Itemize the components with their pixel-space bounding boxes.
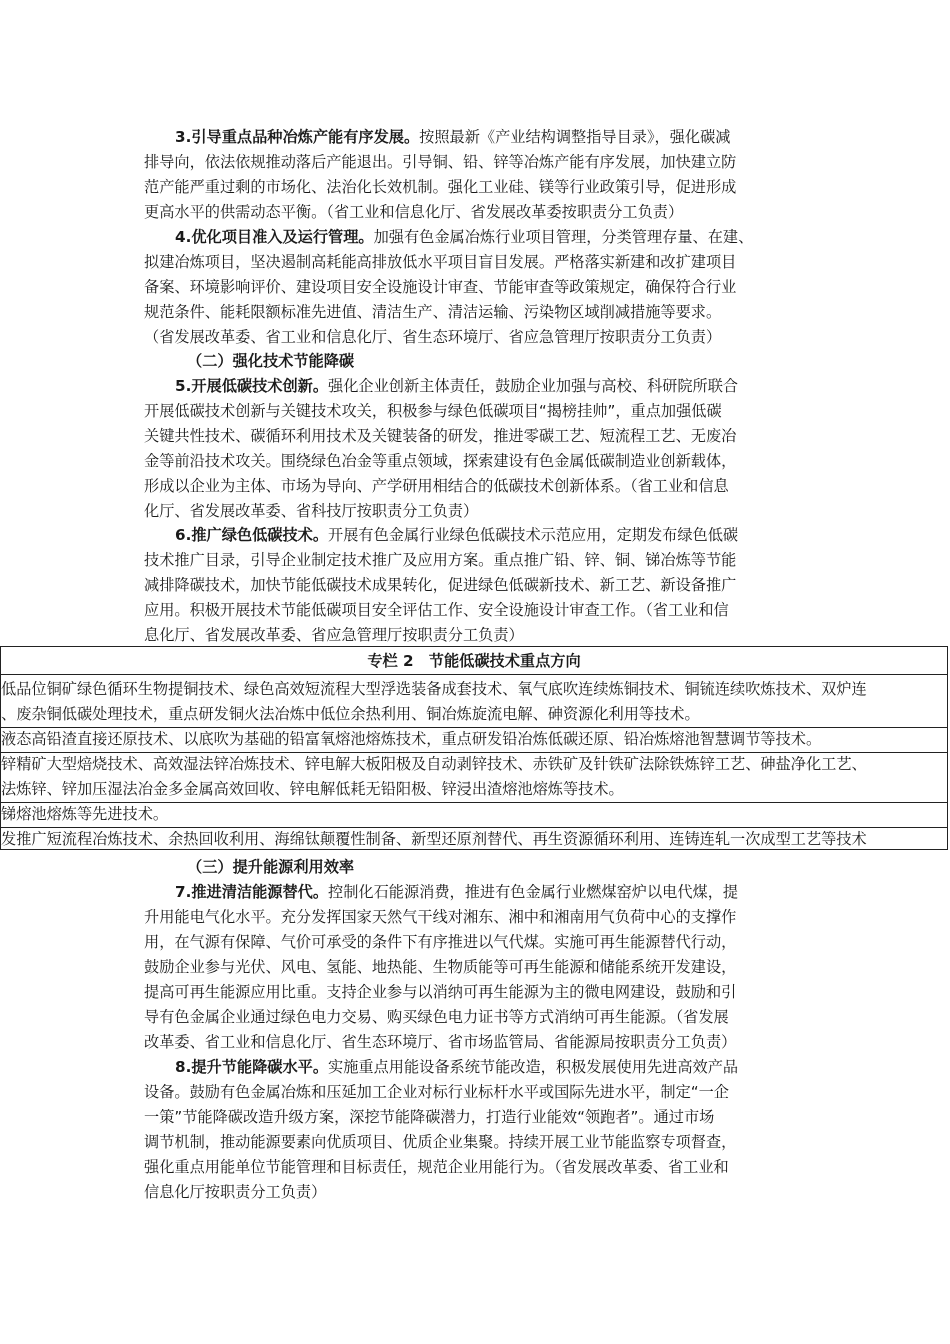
feature-box-title: 专栏 2 节能低碳技术重点方向 bbox=[367, 652, 581, 670]
paragraph-line: 减排降碳技术，加快节能低碳技术成果转化，促进绿色低碳新技术、新工艺、新设备推广 bbox=[144, 576, 737, 594]
paragraph-line: 开展低碳技术创新与关键技术攻关，积极参与绿色低碳项目“揭榜挂帅”，重点加强低碳 bbox=[144, 402, 722, 420]
paragraph-line: 5.开展低碳技术创新。强化企业创新主体责任，鼓励企业加强与高校、科研院所联合 bbox=[175, 377, 739, 395]
paragraph-line: 导有色金属企业通过绿色电力交易、购买绿色电力证书等方式消纳可再生能源。（省发展 bbox=[144, 1008, 729, 1026]
paragraph-line: 化厅、省发展改革委、省科技厅按职责分工负责） bbox=[144, 502, 479, 520]
paragraph-line: 技术推广目录，引导企业制定技术推广及应用方案。重点推广铅、锌、铜、锑冶炼等节能 bbox=[144, 551, 737, 569]
feature-box-divider bbox=[1, 827, 947, 828]
feature-box-divider bbox=[1, 752, 947, 753]
paragraph-line: 范产能严重过剩的市场化、法治化长效机制。强化工业硅、镁等行业政策引导，促进形成 bbox=[144, 178, 737, 196]
feature-box-line: 法炼锌、锌加压湿法冶金多金属高效回收、锌电解低耗无铅阳极、锌浸出渣熔池熔炼等技术。 bbox=[1, 780, 624, 798]
feature-box-line: 液态高铅渣直接还原技术、以底吹为基础的铅富氧熔池熔炼技术，重点研发铅冶炼低碳还原、铅冶炼熔池智慧调节等技术。 bbox=[1, 730, 822, 748]
paragraph-lead: 5.开展低碳技术创新。 bbox=[175, 377, 329, 395]
paragraph-line: 更高水平的供需动态平衡。（省工业和信息化厅、省发展改革委按职责分工负责） bbox=[144, 203, 684, 221]
paragraph-line: 备案、环境影响评价、建设项目安全设施设计审查、节能审查等政策规定，确保符合行业 bbox=[144, 278, 737, 296]
feature-box-line: 锌精矿大型焙烧技术、高效湿法锌冶炼技术、锌电解大板阳极及自动剥锌技术、赤铁矿及针铁矿法除铁炼锌工艺、砷盐净化工艺、 bbox=[1, 755, 867, 773]
feature-box-line: 锑熔池熔炼等先进技术。 bbox=[1, 805, 169, 823]
feature-box-line: 、废杂铜低碳处理技术，重点研发铜火法冶炼中低位余热利用、铜冶炼旋流电解、砷资源化利用等技术。 bbox=[1, 705, 700, 723]
paragraph-line: 4.优化项目准入及运行管理。加强有色金属冶炼行业项目管理，分类管理存量、在建、 bbox=[175, 228, 754, 246]
paragraph-line: 规范条件、能耗限额标准先进值、清洁生产、清洁运输、污染物区域削减措施等要求。 bbox=[144, 303, 722, 321]
paragraph-line: 设备。鼓励有色金属冶炼和压延加工企业对标行业标杆水平或国际先进水平，制定“一企 bbox=[144, 1083, 729, 1101]
paragraph-line: 8.提升节能降碳水平。实施重点用能设备系统节能改造，积极发展使用先进高效产品 bbox=[175, 1058, 739, 1076]
feature-box-divider bbox=[1, 727, 947, 728]
paragraph-line: 关键共性技术、碳循环利用技术及关键装备的研发，推进零碳工艺、短流程工艺、无废冶 bbox=[144, 427, 737, 445]
paragraph-lead: 7.推进清洁能源替代。 bbox=[175, 883, 329, 901]
paragraph-lead: 6.推广绿色低碳技术。 bbox=[175, 526, 329, 544]
feature-box-divider bbox=[1, 802, 947, 803]
paragraph-line: 6.推广绿色低碳技术。开展有色金属行业绿色低碳技术示范应用，定期发布绿色低碳 bbox=[175, 526, 739, 544]
paragraph-line: 调节机制，推动能源要素向优质项目、优质企业集聚。持续开展工业节能监察专项督查， bbox=[144, 1133, 737, 1151]
paragraph-line: 鼓励企业参与光伏、风电、氢能、地热能、生物质能等可再生能源和储能系统开发建设， bbox=[144, 958, 737, 976]
feature-box-header bbox=[1, 647, 947, 675]
paragraph-line: 排导向，依法依规推动落后产能退出。引导铜、铅、锌等冶炼产能有序发展，加快建立防 bbox=[144, 153, 737, 171]
paragraph-lead: 4.优化项目准入及运行管理。 bbox=[175, 228, 374, 246]
section-heading: （三）提升能源利用效率 bbox=[187, 858, 355, 876]
paragraph-line: 提高可再生能源应用比重。支持企业参与以消纳可再生能源为主的微电网建设，鼓励和引 bbox=[144, 983, 737, 1001]
paragraph-lead: 3.引导重点品种冶炼产能有序发展。 bbox=[175, 128, 420, 146]
feature-box-line: 低品位铜矿绿色循环生物提铜技术、绿色高效短流程大型浮选装备成套技术、氧气底吹连续炼铜技术、铜锍连续吹炼技术、双炉连 bbox=[1, 680, 867, 698]
paragraph-line: 信息化厅按职责分工负责） bbox=[144, 1183, 327, 1201]
paragraph-line: （省发展改革委、省工业和信息化厅、省生态环境厅、省应急管理厅按职责分工负责） bbox=[144, 328, 722, 346]
paragraph-line: 7.推进清洁能源替代。控制化石能源消费，推进有色金属行业燃煤窑炉以电代煤，提 bbox=[175, 883, 739, 901]
paragraph-line: 一策”节能降碳改造升级方案，深挖节能降碳潜力，打造行业能效“领跑者”。通过市场 bbox=[144, 1108, 715, 1126]
feature-box bbox=[0, 646, 948, 850]
paragraph-line: 用，在气源有保障、气价可承受的条件下有序推进以气代煤。实施可再生能源替代行动， bbox=[144, 933, 737, 951]
paragraph-line: 改革委、省工业和信息化厅、省生态环境厅、省市场监管局、省能源局按职责分工负责） bbox=[144, 1033, 737, 1051]
paragraph-line: 息化厅、省发展改革委、省应急管理厅按职责分工负责） bbox=[144, 626, 524, 644]
feature-box-line: 发推广短流程冶炼技术、余热回收利用、海绵钛颠覆性制备、新型还原剂替代、再生资源循环利用、连铸连轧一次成型工艺等技术 bbox=[1, 830, 867, 848]
paragraph-line: 3.引导重点品种冶炼产能有序发展。按照最新《产业结构调整指导目录》，强化碳减 bbox=[175, 128, 731, 146]
paragraph-line: 应用。积极开展技术节能低碳项目安全评估工作、安全设施设计审查工作。（省工业和信 bbox=[144, 601, 729, 619]
paragraph-line: 拟建冶炼项目，坚决遏制高耗能高排放低水平项目盲目发展。严格落实新建和改扩建项目 bbox=[144, 253, 737, 271]
paragraph-line: 金等前沿技术攻关。围绕绿色冶金等重点领域，探索建设有色金属低碳制造业创新载体， bbox=[144, 452, 737, 470]
paragraph-line: 升用能电气化水平。充分发挥国家天然气干线对湘东、湘中和湘南用气负荷中心的支撑作 bbox=[144, 908, 737, 926]
paragraph-line: 形成以企业为主体、市场为导向、产学研用相结合的低碳技术创新体系。（省工业和信息 bbox=[144, 477, 729, 495]
paragraph-lead: 8.提升节能降碳水平。 bbox=[175, 1058, 329, 1076]
paragraph-line: 强化重点用能单位节能管理和目标责任，规范企业用能行为。（省发展改革委、省工业和 bbox=[144, 1158, 729, 1176]
section-heading: （二）强化技术节能降碳 bbox=[187, 352, 355, 370]
